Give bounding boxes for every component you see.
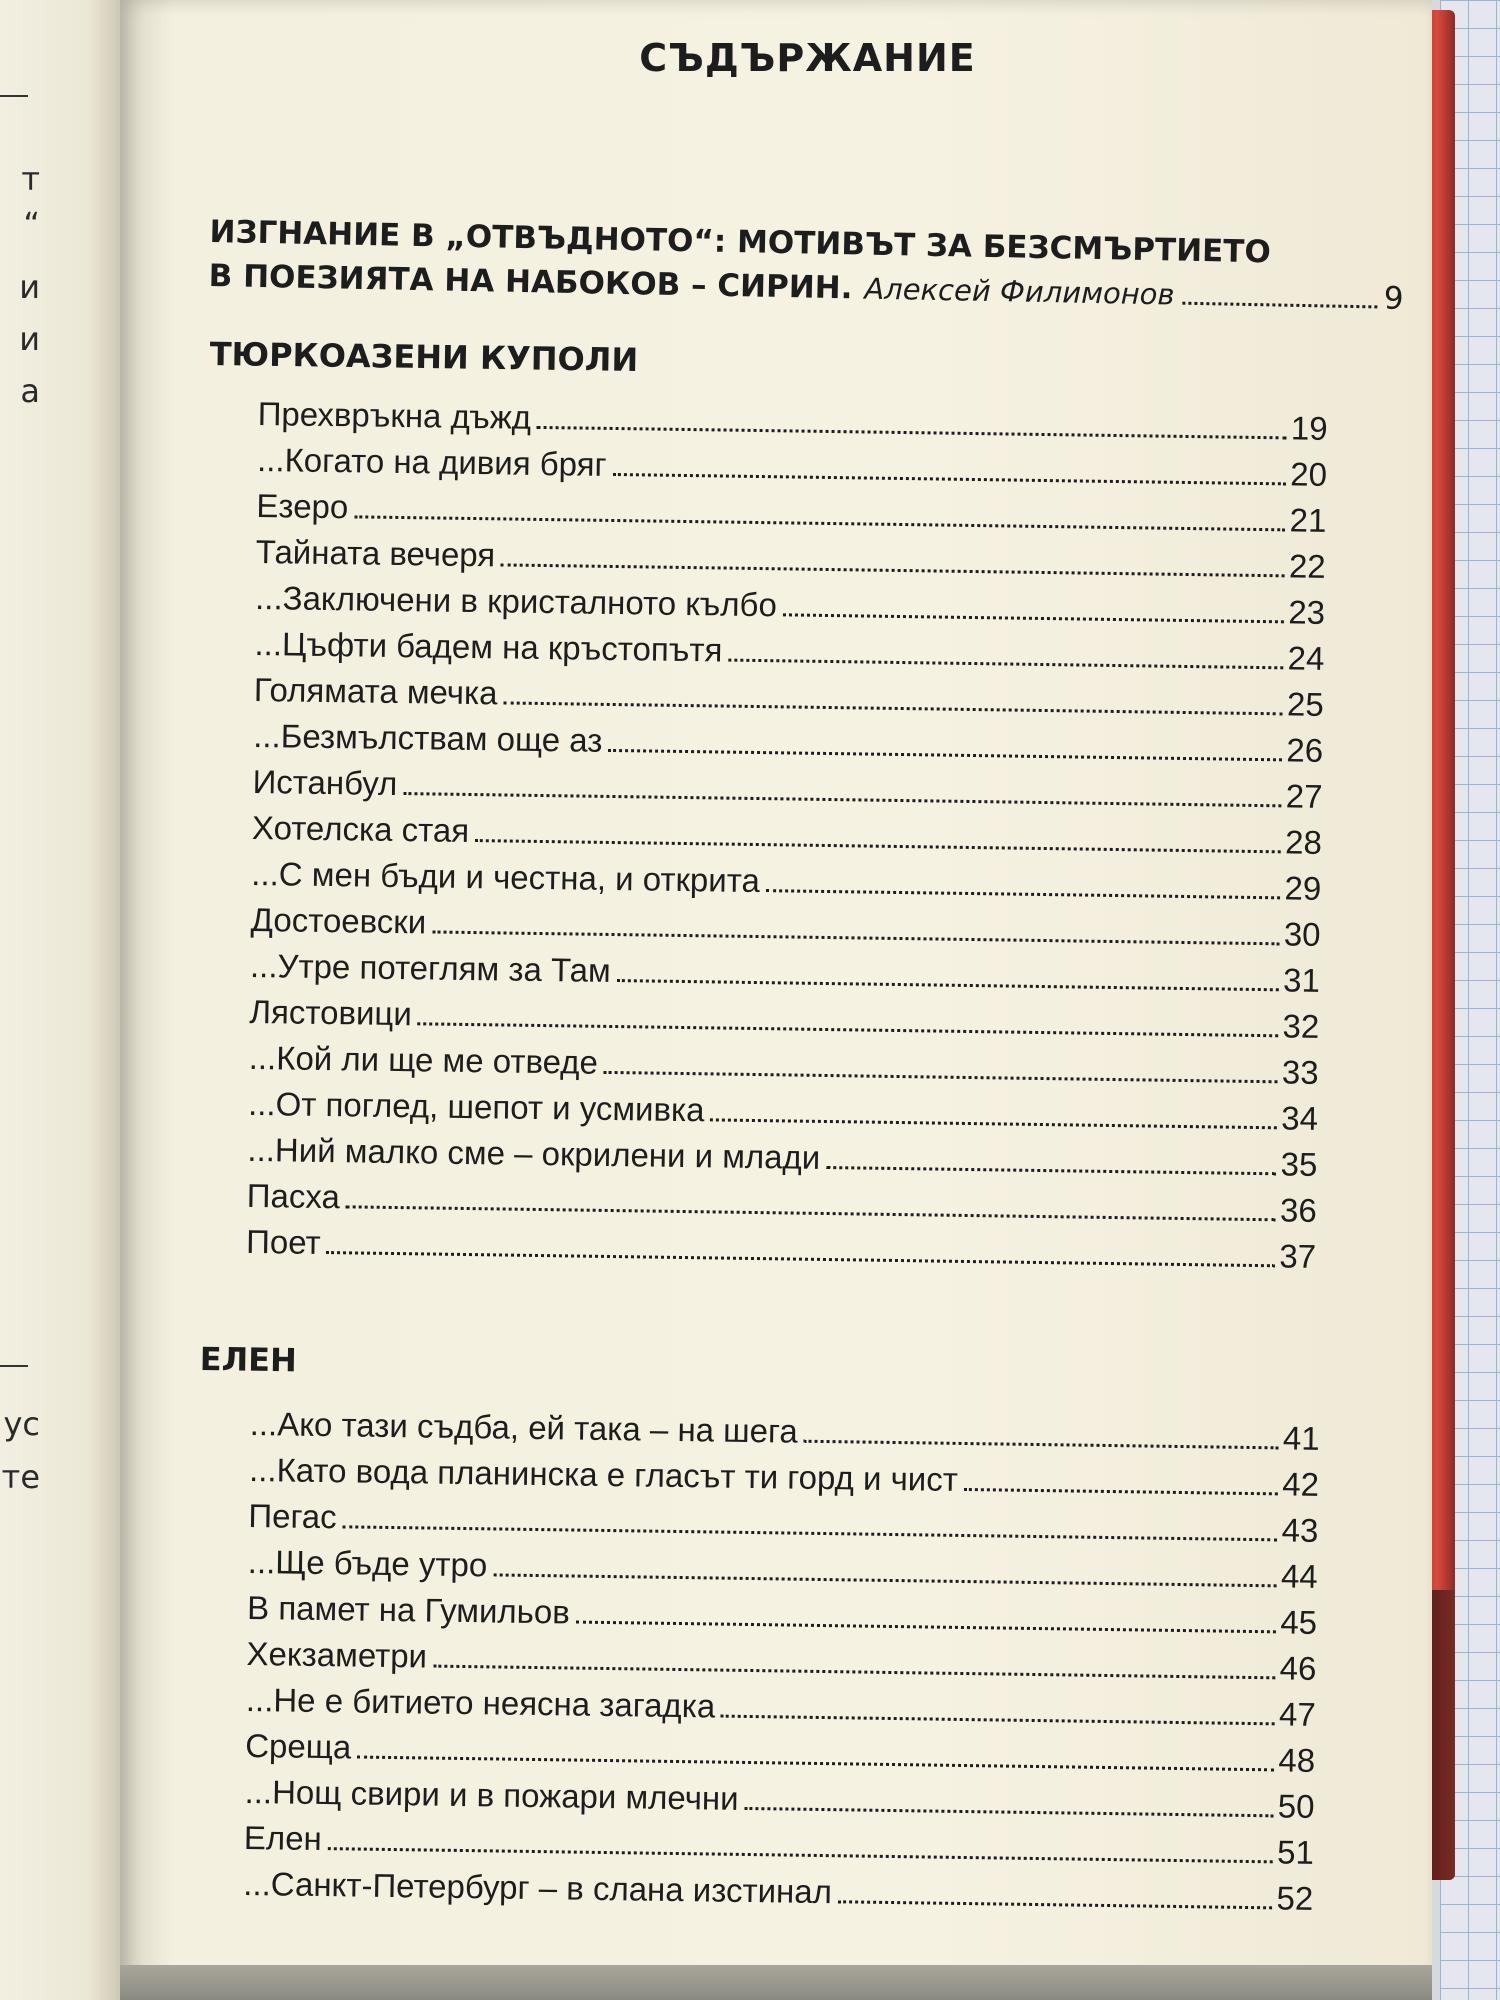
dot-leader — [766, 889, 1281, 899]
toc-entry-page: 35 — [1280, 1145, 1318, 1183]
left-page-fragment: “ — [23, 205, 40, 243]
toc-entry-page: 22 — [1288, 547, 1326, 585]
toc-entry-page: 36 — [1279, 1191, 1317, 1229]
toc-entry-title: ...От поглед, шепот и усмивка — [247, 1084, 705, 1129]
toc-entry-page: 41 — [1282, 1419, 1320, 1457]
dot-leader — [783, 613, 1285, 623]
toc-entry-title: ...Не е битието неясна загадка — [245, 1680, 716, 1725]
toc-entry-title: ...Като вода планинска е гласът ти горд и чист — [248, 1450, 959, 1498]
toc-entry-page: 27 — [1285, 777, 1323, 815]
dot-leader — [501, 563, 1285, 577]
toc-entry-title: Поет — [245, 1222, 321, 1261]
toc-entry-page: 19 — [1290, 409, 1328, 447]
intro-essay-entry — [208, 210, 1404, 321]
toc-entry-page: 32 — [1282, 1007, 1320, 1045]
page-title: СЪДЪРЖАНИЕ — [639, 36, 976, 80]
toc-entry-title: Лястовици — [249, 992, 413, 1033]
toc-entry-title: ...С мен бъди и честна, и открита — [251, 854, 761, 900]
toc-entry-title: ...Утре потеглям за Там — [249, 946, 611, 989]
dot-leader — [721, 1715, 1275, 1726]
toc-entry-title: Елен — [243, 1818, 323, 1858]
toc-entry-title: ...Санкт-Петербург – в слана изстинал — [243, 1864, 833, 1911]
toc-list-section-1 — [246, 395, 1328, 1284]
dot-leader — [475, 839, 1281, 853]
toc-entry-title: ...Безмълствам още аз — [252, 716, 603, 759]
dot-leader — [432, 930, 1280, 945]
left-page-fragment: и — [19, 268, 40, 306]
dot-leader — [612, 473, 1286, 485]
dot-leader — [1182, 302, 1377, 309]
toc-entry-page: 37 — [1279, 1237, 1317, 1275]
dot-leader — [576, 1621, 1277, 1634]
toc-entry-title: ...Ний малко сме – окрилени и млади — [247, 1130, 821, 1176]
toc-entry-page: 28 — [1284, 823, 1323, 861]
toc-entry-title: Хотелска стая — [251, 808, 470, 849]
left-page — [0, 0, 125, 2000]
dot-leader — [493, 1573, 1277, 1587]
toc-entry-title: ...Кой ли ще ме отведе — [248, 1038, 599, 1081]
toc-entry-page: 31 — [1282, 961, 1321, 999]
dot-leader — [403, 792, 1281, 807]
dot-leader — [838, 1900, 1273, 1909]
toc-list-section-2 — [243, 1405, 1320, 1926]
toc-entry-page: 50 — [1277, 1787, 1315, 1825]
toc-entry-title: ...Нощ свири и в пожари млечни — [244, 1772, 739, 1817]
toc-entry-page: 23 — [1288, 593, 1326, 631]
dot-leader — [433, 1665, 1276, 1680]
toc-entry-title: ...Цъфти бадем на кръстопътя — [254, 624, 723, 669]
dot-leader — [617, 979, 1280, 991]
toc-entry-page: 44 — [1280, 1557, 1318, 1595]
dot-leader — [964, 1488, 1278, 1495]
left-page-rule — [0, 95, 28, 97]
dot-leader — [537, 426, 1287, 439]
dot-leader — [354, 515, 1285, 531]
dot-leader — [604, 1071, 1278, 1083]
toc-entry-title: ...Когато на дивия бряг — [256, 440, 607, 483]
left-page-fragment: ус — [3, 1405, 40, 1443]
toc-entry-page: 42 — [1282, 1465, 1320, 1503]
dot-leader — [826, 1166, 1276, 1175]
toc-entry-title: Достоевски — [250, 900, 427, 941]
intro-page-number: 9 — [1383, 280, 1404, 317]
toc-entry-title: Езеро — [256, 486, 349, 526]
dot-leader — [346, 1205, 1276, 1221]
toc-entry-page: 24 — [1287, 639, 1325, 677]
section-heading-deer: ЕЛЕН — [199, 1340, 298, 1380]
toc-entry-title: Истанбул — [252, 762, 398, 802]
left-page-fragment: те — [1, 1458, 40, 1496]
dot-leader — [326, 1251, 1275, 1267]
page-bottom-shadow — [120, 1965, 1432, 2000]
dot-leader — [608, 749, 1282, 761]
toc-entry-title: Тайната вечеря — [255, 532, 496, 574]
toc-entry-page: 33 — [1281, 1053, 1319, 1091]
dot-leader — [418, 1022, 1279, 1037]
toc-entry-title: Голямата мечка — [253, 670, 498, 712]
toc-entry-title: ...Ще бъде утро — [247, 1542, 488, 1584]
toc-entry-title: Прехвръкна дъжд — [257, 395, 532, 436]
toc-entry-title: Среща — [244, 1726, 352, 1766]
dot-leader — [744, 1807, 1273, 1817]
toc-entry-page: 48 — [1278, 1741, 1316, 1779]
toc-entry-page: 34 — [1281, 1099, 1319, 1137]
toc-entry-page: 29 — [1284, 869, 1322, 907]
toc-entry-page: 43 — [1281, 1511, 1319, 1549]
toc-entry-page: 45 — [1280, 1603, 1318, 1641]
section-heading-turquoise-domes: ТЮРКОАЗЕНИ КУПОЛИ — [209, 335, 639, 379]
dot-leader — [343, 1525, 1278, 1541]
book-page — [120, 0, 1432, 2000]
dot-leader — [804, 1440, 1279, 1450]
toc-entry-page: 52 — [1276, 1879, 1314, 1917]
left-page-fragment: т — [21, 160, 40, 198]
toc-entry-title: Хекзаметри — [246, 1634, 428, 1675]
toc-entry-page: 26 — [1286, 731, 1324, 769]
toc-entry-page: 20 — [1290, 455, 1328, 493]
toc-entry-page: 21 — [1289, 501, 1327, 539]
toc-entry-page: 46 — [1279, 1649, 1317, 1687]
dot-leader — [357, 1756, 1274, 1772]
toc-entry-title: В памет на Гумильов — [246, 1588, 571, 1631]
dot-leader — [503, 701, 1283, 715]
dot-leader — [328, 1847, 1273, 1863]
toc-entry-title: ...Заключени в кристалното кълбо — [254, 578, 778, 624]
toc-entry-page: 51 — [1276, 1833, 1315, 1871]
toc-entry-page: 25 — [1286, 685, 1325, 723]
left-page-fragment: и — [19, 320, 40, 358]
intro-author: Алексей Филимонов — [864, 271, 1175, 312]
toc-entry-page: 47 — [1278, 1695, 1317, 1733]
dot-leader — [710, 1118, 1277, 1129]
intro-title-line2-text: В ПОЕЗИЯТА НА НАБОКОВ – СИРИН. — [208, 257, 853, 307]
toc-entry-title: Пасха — [246, 1176, 341, 1216]
dot-leader — [728, 659, 1283, 670]
left-page-fragment: а — [20, 372, 40, 410]
toc-entry-title: Пегас — [248, 1496, 337, 1536]
toc-entry-title: ...Ако тази съдба, ей така – на шега — [249, 1405, 798, 1450]
intro-title-line1: ИЗГНАНИЕ В „ОТВЪДНОТО“: МОТИВЪТ ЗА БЕЗСМЪРТИЕТО — [209, 213, 1272, 271]
left-page-rule — [0, 1365, 28, 1367]
toc-entry-page: 30 — [1283, 915, 1321, 953]
